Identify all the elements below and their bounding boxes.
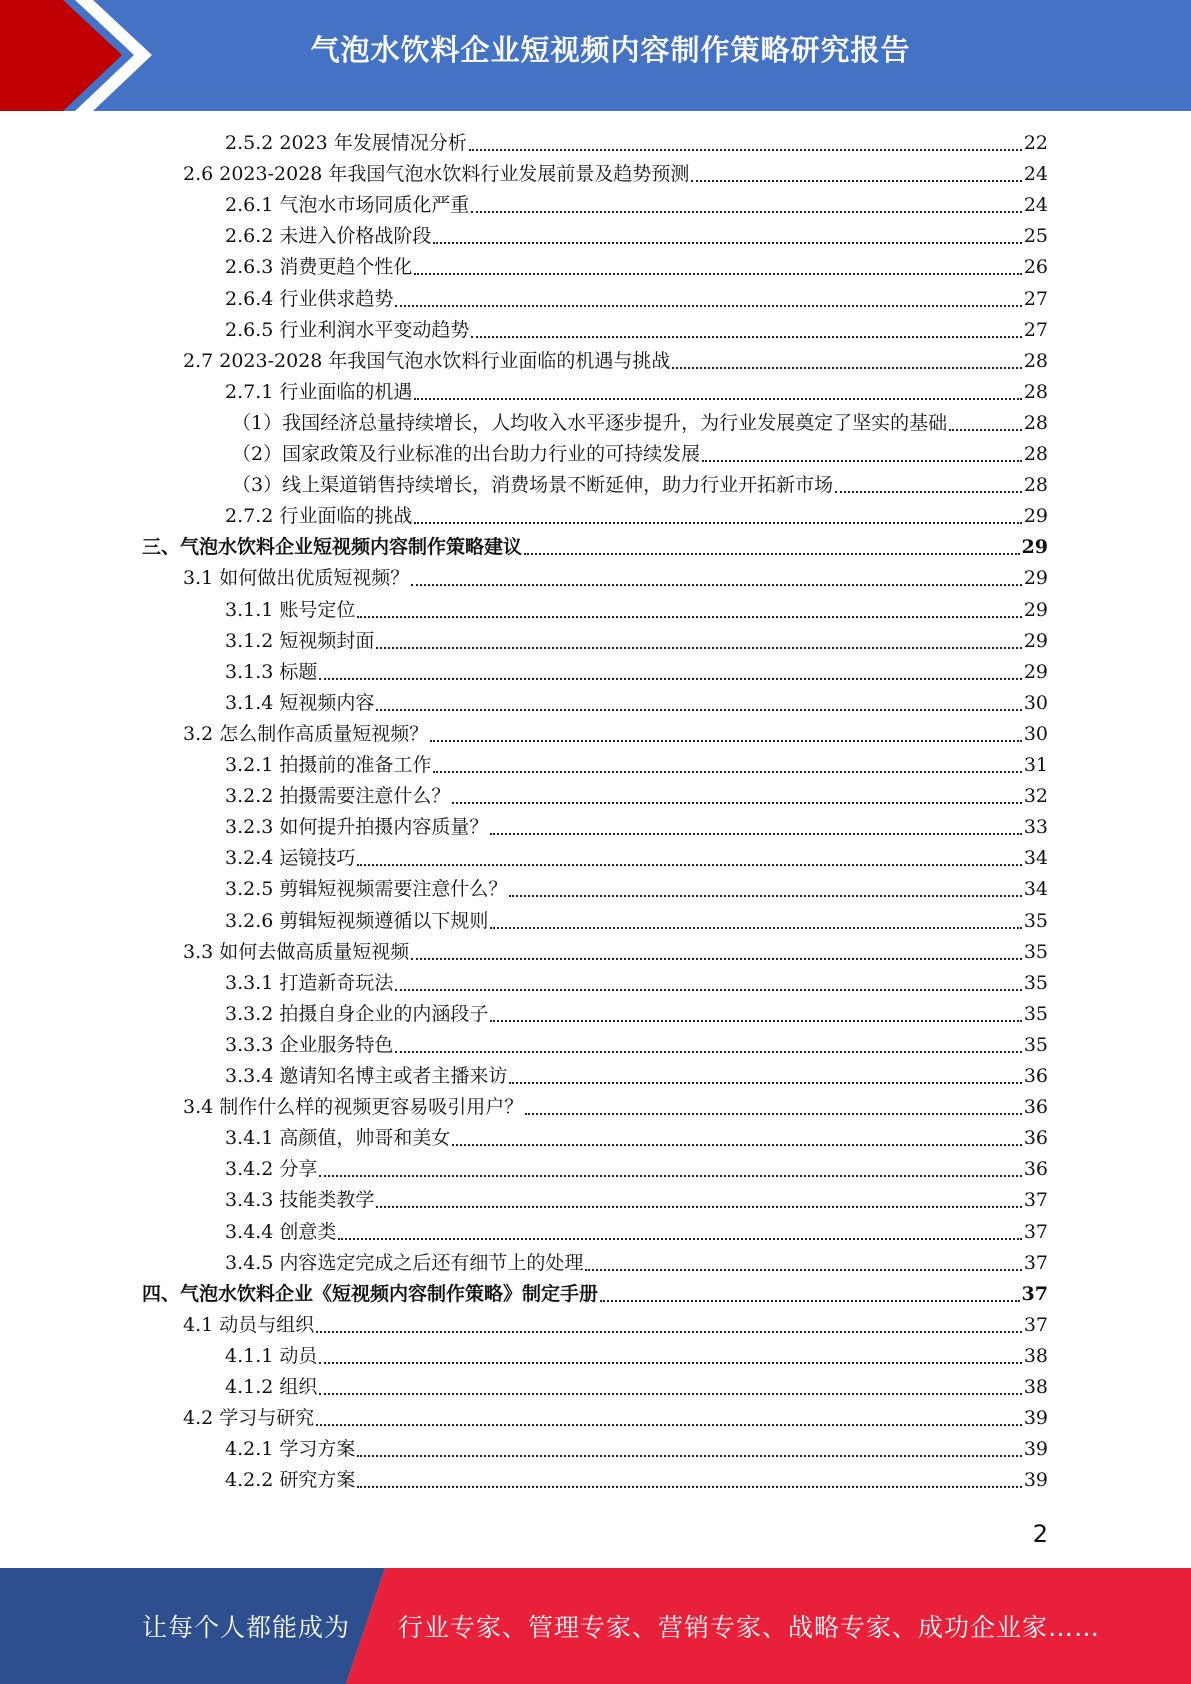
toc-entry-label: 3.1.2 短视频封面 [225, 629, 375, 652]
toc-entry[interactable] [225, 128, 1048, 159]
toc-entry-page: 33 [1023, 816, 1048, 839]
toc-entry-label: 4.1 动员与组织 [183, 1313, 315, 1336]
toc-entry-label: 4.1.1 动员 [225, 1344, 318, 1367]
toc-dot-leader [414, 397, 1021, 400]
toc-entry-page: 32 [1023, 785, 1048, 808]
toc-dot-leader [835, 490, 1022, 493]
toc-dot-leader [357, 615, 1021, 618]
toc-entry-page: 30 [1023, 722, 1048, 745]
toc-entry-page: 35 [1023, 1002, 1048, 1025]
toc-entry[interactable] [183, 563, 1048, 594]
toc-dot-leader [411, 583, 1022, 586]
toc-entry-label: （3）线上渠道销售持续增长，消费场景不断延伸，助力行业开拓新市场 [232, 474, 834, 497]
toc-entry-label: 3.3.4 邀请知名博主或者主播来访 [225, 1065, 508, 1087]
toc-dot-leader [524, 552, 1020, 555]
toc-dot-leader [316, 1330, 1022, 1333]
toc-entry[interactable] [225, 1030, 1048, 1061]
toc-dot-leader [452, 801, 1021, 804]
toc-entry-page: 28 [1023, 349, 1048, 372]
toc-dot-leader [395, 1050, 1021, 1053]
toc-dot-leader [525, 1112, 1022, 1115]
toc-entry[interactable] [232, 439, 1048, 470]
toc-dot-leader [672, 366, 1021, 369]
toc-entry-label: 2.7 2023-2028 年我国气泡水饮料行业面临的机遇与挑战 [183, 349, 671, 372]
toc-entry-page: 34 [1023, 847, 1048, 870]
toc-entry-page: 35 [1023, 971, 1048, 994]
toc-entry-label: 2.5.2 2023 年发展情况分析 [225, 132, 467, 154]
toc-dot-leader [600, 1299, 1020, 1302]
toc-entry-label: 2.6.5 行业利润水平变动趋势 [225, 318, 470, 341]
toc-entry-page: 26 [1023, 256, 1048, 279]
toc-entry[interactable] [225, 1185, 1048, 1216]
toc-entry-label: 3.2.5 剪辑短视频需要注意什么？ [225, 878, 508, 901]
page-footer [0, 1568, 1191, 1684]
toc-entry-page: 37 [1023, 1220, 1048, 1243]
toc-entry[interactable] [183, 1403, 1048, 1434]
toc-entry-page: 35 [1023, 940, 1048, 963]
toc-entry[interactable] [225, 1248, 1048, 1279]
toc-entry-page: 31 [1023, 754, 1048, 776]
footer-slogan-left: 让每个人都能成为 [142, 1613, 351, 1642]
toc-entry-label: （2）国家政策及行业标准的出台助力行业的可持续发展 [232, 443, 701, 465]
toc-entry-page: 39 [1023, 1407, 1048, 1430]
toc-entry[interactable] [225, 1341, 1048, 1372]
toc-dot-leader [509, 894, 1021, 897]
toc-dot-leader [357, 863, 1021, 866]
report-title: 气泡水饮料企业短视频内容制作策略研究报告 [310, 33, 911, 67]
toc-entry-page: 29 [1023, 629, 1048, 652]
toc-dot-leader [471, 335, 1021, 338]
toc-entry[interactable] [225, 190, 1048, 221]
toc-dot-leader [433, 770, 1021, 773]
toc-entry[interactable] [142, 532, 1048, 563]
toc-entry-page: 36 [1023, 1065, 1048, 1087]
toc-entry-label: 3.3.1 打造新奇玩法 [225, 971, 394, 994]
toc-entry[interactable] [225, 1154, 1048, 1185]
toc-entry-label: 3.4.4 创意类 [225, 1220, 337, 1243]
toc-dot-leader [490, 832, 1021, 835]
toc-dot-leader [338, 1237, 1021, 1240]
toc-entry-page: 28 [1023, 443, 1048, 465]
toc-entry-label: 3.3.2 拍摄自身企业的内涵段子 [225, 1002, 489, 1025]
toc-entry[interactable] [225, 595, 1048, 626]
toc-entry-page: 37 [1023, 1189, 1048, 1212]
toc-entry-page: 27 [1023, 318, 1048, 341]
toc-dot-leader [411, 957, 1022, 960]
toc-entry[interactable] [225, 968, 1048, 999]
toc-entry[interactable] [225, 315, 1048, 346]
toc-entry[interactable] [225, 843, 1048, 874]
toc-entry-page: 39 [1023, 1438, 1048, 1461]
toc-dot-leader [395, 988, 1021, 991]
toc-entry[interactable] [225, 501, 1048, 532]
toc-entry[interactable] [225, 812, 1048, 843]
toc-entry-label: 2.6.3 消费更趋个性化 [225, 256, 413, 279]
toc-entry[interactable] [225, 999, 1048, 1030]
toc-entry-page: 37 [1023, 1313, 1048, 1336]
toc-entry-page: 27 [1023, 287, 1048, 310]
toc-entry-page: 28 [1023, 380, 1048, 403]
toc-dot-leader [585, 1268, 1021, 1271]
toc-entry-label: 3.3 如何去做高质量短视频 [183, 940, 410, 963]
toc-entry-label: 3.2.6 剪辑短视频遵循以下规则 [225, 909, 489, 932]
toc-entry[interactable] [183, 937, 1048, 968]
footer-slogan-right: 行业专家、管理专家、营销专家、战略专家、成功企业家…… [398, 1613, 1101, 1642]
toc-entry-label: 3.2 怎么制作高质量短视频？ [183, 722, 429, 745]
toc-entry-label: 3.4.2 分享 [225, 1158, 318, 1181]
toc-dot-leader [316, 1423, 1022, 1426]
toc-entry[interactable] [183, 1310, 1048, 1341]
toc-dot-leader [357, 1454, 1021, 1457]
toc-entry-page: 38 [1023, 1344, 1048, 1367]
toc-entry[interactable] [232, 470, 1048, 501]
toc-entry-page: 22 [1023, 132, 1048, 154]
toc-dot-leader [433, 241, 1021, 244]
toc-dot-leader [509, 1081, 1021, 1084]
toc-entry-page: 25 [1023, 225, 1048, 248]
toc-dot-leader [319, 1392, 1021, 1395]
toc-entry[interactable] [225, 377, 1048, 408]
toc-dot-leader [469, 148, 1022, 151]
toc-entry-page: 36 [1023, 1158, 1048, 1181]
toc-entry-page: 28 [1023, 474, 1048, 497]
toc-entry-page: 29 [1023, 660, 1048, 683]
toc-entry-page: 28 [1023, 411, 1048, 434]
toc-entry-page: 24 [1023, 194, 1048, 217]
toc-entry-label: 4.2 学习与研究 [183, 1407, 315, 1430]
toc-entry[interactable] [183, 159, 1048, 190]
toc-entry[interactable] [225, 221, 1048, 252]
toc-dot-leader [319, 677, 1021, 680]
toc-entry-label: 4.2.1 学习方案 [225, 1438, 356, 1461]
toc-entry-label: （1）我国经济总量持续增长，人均收入水平逐步提升，为行业发展奠定了坚实的基础 [232, 411, 948, 434]
toc-entry-label: 3.1.1 账号定位 [225, 598, 356, 621]
toc-entry-page: 36 [1023, 1127, 1048, 1150]
toc-dot-leader [430, 739, 1022, 742]
toc-entry[interactable] [225, 657, 1048, 688]
toc-entry-label: 3.1.3 标题 [225, 660, 318, 683]
toc-dot-leader [357, 1485, 1021, 1488]
toc-dot-leader [949, 428, 1022, 431]
toc-entry-page: 34 [1023, 878, 1048, 901]
toc-entry-label: 3.4.3 技能类教学 [225, 1189, 375, 1212]
toc-entry-label: 3.2.3 如何提升拍摄内容质量？ [225, 816, 489, 839]
toc-entry-page: 29 [1023, 505, 1048, 528]
toc-entry-page: 35 [1023, 909, 1048, 932]
toc-dot-leader [319, 1361, 1021, 1364]
toc-entry-page: 36 [1023, 1096, 1048, 1119]
toc-dot-leader [376, 1205, 1021, 1208]
toc-entry[interactable] [225, 781, 1048, 812]
toc-dot-leader [702, 459, 1022, 462]
toc-entry-label: 2.6.4 行业供求趋势 [225, 287, 394, 310]
toc-dot-leader [414, 521, 1021, 524]
toc-entry-label: 3.1 如何做出优质短视频？ [183, 567, 410, 590]
toc-dot-leader [395, 304, 1021, 307]
toc-dot-leader [490, 1019, 1021, 1022]
toc-entry-page: 37 [1021, 1282, 1048, 1305]
toc-entry-label: 3.3.3 企业服务特色 [225, 1033, 394, 1056]
toc-entry-page: 24 [1023, 163, 1048, 186]
toc-entry[interactable] [183, 719, 1048, 750]
toc-entry-page: 29 [1023, 567, 1048, 590]
toc-entry[interactable] [225, 1372, 1048, 1403]
toc-entry-page: 38 [1023, 1376, 1048, 1398]
toc-dot-leader [319, 1174, 1021, 1177]
toc-entry-label: 4.2.2 研究方案 [225, 1469, 356, 1492]
toc-dot-leader [490, 926, 1021, 929]
toc-entry-label: 三、气泡水饮料企业短视频内容制作策略建议 [142, 536, 523, 559]
toc-entry-label: 2.7.1 行业面临的机遇 [225, 380, 413, 403]
toc-entry-label: 3.2.1 拍摄前的准备工作 [225, 754, 432, 776]
toc-entry[interactable] [142, 1279, 1048, 1310]
toc-dot-leader [376, 708, 1021, 711]
toc-entry-page: 29 [1023, 598, 1048, 621]
toc-entry-label: 3.2.2 拍摄需要注意什么？ [225, 785, 451, 808]
toc-entry[interactable] [225, 252, 1048, 283]
toc-entry-page: 39 [1023, 1469, 1048, 1492]
toc-entry[interactable] [225, 906, 1048, 937]
toc-dot-leader [471, 210, 1021, 213]
toc-entry[interactable] [225, 1217, 1048, 1248]
toc-dot-leader [691, 179, 1021, 182]
toc-entry[interactable] [225, 750, 1048, 781]
toc-entry[interactable] [232, 408, 1048, 439]
toc-entry[interactable] [225, 1434, 1048, 1465]
toc-entry[interactable] [225, 1123, 1048, 1154]
toc-entry-label: 2.6.2 未进入价格战阶段 [225, 225, 432, 248]
toc-entry[interactable] [225, 1061, 1048, 1092]
page-header [0, 0, 1191, 111]
toc-entry[interactable] [225, 626, 1048, 657]
toc-entry[interactable] [225, 1465, 1048, 1496]
toc-dot-leader [376, 646, 1021, 649]
toc-entry-page: 37 [1023, 1251, 1048, 1274]
toc-entry-page: 35 [1023, 1033, 1048, 1056]
toc-entry-label: 四、气泡水饮料企业《短视频内容制作策略》制定手册 [142, 1282, 599, 1305]
toc-entry-label: 4.1.2 组织 [225, 1376, 318, 1398]
toc-entry-label: 3.4.1 高颜值，帅哥和美女 [225, 1127, 451, 1150]
toc-dot-leader [452, 1143, 1021, 1146]
toc-entry-label: 3.4.5 内容选定完成之后还有细节上的处理 [225, 1251, 584, 1274]
toc-entry-label: 3.1.4 短视频内容 [225, 691, 375, 714]
toc-entry[interactable] [183, 1092, 1048, 1123]
toc-dot-leader [414, 272, 1021, 275]
toc-entry-page: 29 [1021, 536, 1048, 559]
toc-entry-label: 3.4 制作什么样的视频更容易吸引用户？ [183, 1096, 524, 1119]
page-number: 2 [1032, 1520, 1048, 1548]
toc-entry[interactable] [225, 688, 1048, 719]
toc-entry-label: 3.2.4 运镜技巧 [225, 847, 356, 870]
toc-entry-page: 30 [1023, 691, 1048, 714]
toc-entry-label: 2.7.2 行业面临的挑战 [225, 505, 413, 528]
toc-entry-label: 2.6.1 气泡水市场同质化严重 [225, 194, 470, 217]
toc-entry[interactable] [183, 346, 1048, 377]
toc-entry[interactable] [225, 874, 1048, 905]
toc-entry-label: 2.6 2023-2028 年我国气泡水饮料行业发展前景及趋势预测 [183, 163, 690, 186]
toc-entry[interactable] [225, 284, 1048, 315]
